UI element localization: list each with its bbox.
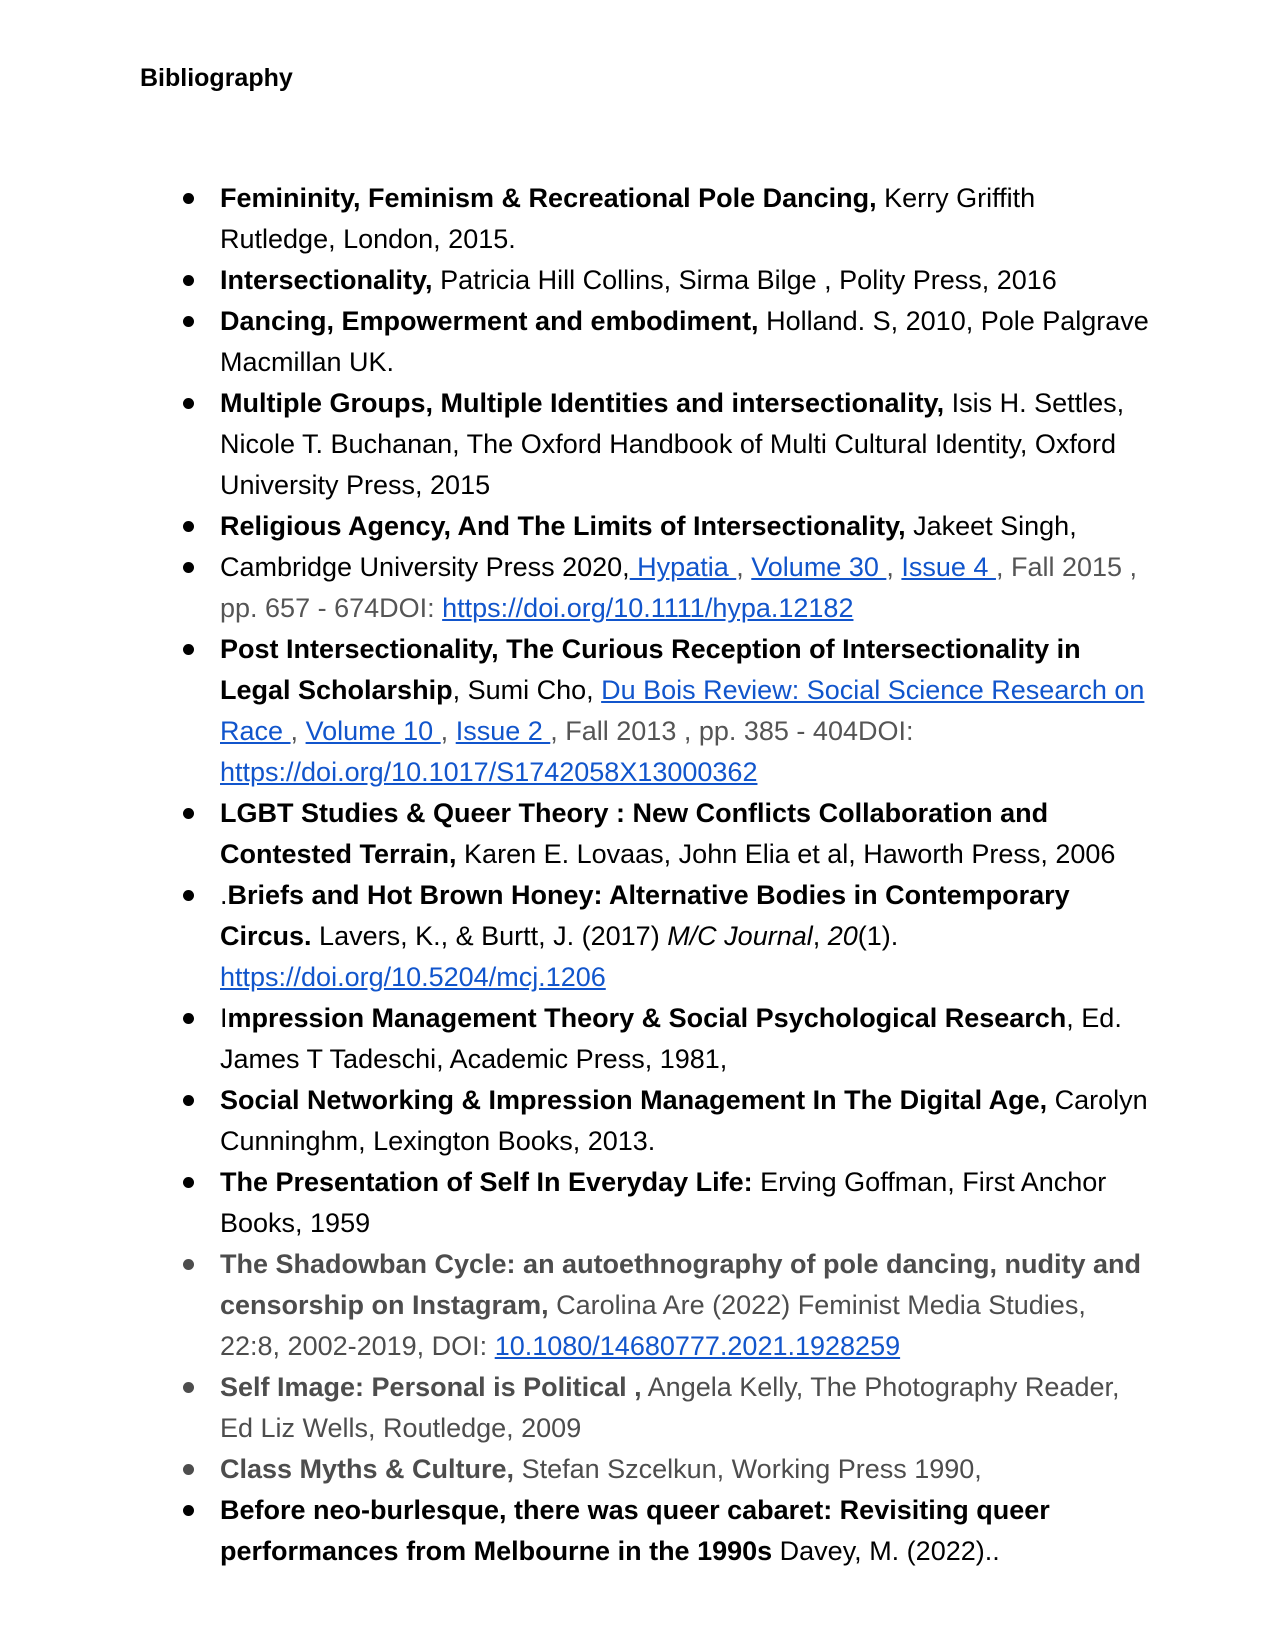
bullet-icon <box>183 193 194 204</box>
volume-number: 20 <box>827 921 858 951</box>
entry-title: Self Image: Personal is Political , <box>220 1372 642 1402</box>
entry-details: Patricia Hill Collins, Sirma Bilge , Polity Press, 2016 <box>432 265 1057 295</box>
journal-name: M/C Journal <box>667 921 813 951</box>
entry-title: Religious Agency, And The Limits of Intersectionality, <box>220 511 906 541</box>
bullet-icon <box>183 1177 194 1188</box>
entry-details: Cambridge University Press 2020, <box>220 552 630 582</box>
separator: , <box>736 552 744 582</box>
entry-title: Post Intersectionality, The Curious Reception of Intersectionality in Legal Scholarship <box>220 634 1081 705</box>
entry-title: LGBT Studies & Queer Theory : New Conflicts Collaboration and Contested Terrain, <box>220 798 1049 869</box>
issue-link[interactable]: Issue 4 <box>901 552 996 582</box>
page-title: Bibliography <box>140 64 293 92</box>
bib-entry <box>220 1490 1150 1572</box>
entry-title: Intersectionality, <box>220 265 433 295</box>
bibliography-list <box>220 178 1150 1572</box>
entry-details: , Ed. James T Tadeschi, Academic Press, 1981, <box>220 1003 1122 1074</box>
entry-title: Class Myths & Culture, <box>220 1454 515 1484</box>
separator: , <box>812 921 828 951</box>
entry-title: Social Networking & Impression Management In The Digital Age, <box>220 1085 1048 1115</box>
issue-link[interactable]: Issue 2 <box>455 716 551 746</box>
bib-entry <box>220 793 1150 875</box>
bullet-icon <box>183 275 194 286</box>
bullet-icon <box>183 521 194 532</box>
entry-title: mpression Management Theory & Social Psychological Research <box>227 1003 1067 1033</box>
entry-details: Karen E. Lovaas, John Elia et al, Haworth Press, 2006 <box>456 839 1116 869</box>
bullet-icon <box>183 808 194 819</box>
bullet-icon <box>183 644 194 655</box>
separator: , <box>886 552 894 582</box>
issue-number: (1). <box>857 921 899 951</box>
entry-title: Before neo-burlesque, there was queer cabaret: Revisiting queer performances from Melbourne in the 1990s <box>220 1495 1050 1566</box>
bib-entry <box>220 383 1150 506</box>
bullet-icon <box>183 316 194 327</box>
bullet-icon <box>183 398 194 409</box>
separator: , <box>440 716 449 746</box>
separator: , <box>290 716 299 746</box>
entry-prefix: I <box>220 1003 228 1033</box>
bullet-icon <box>183 1464 194 1475</box>
bib-entry <box>220 1080 1150 1162</box>
bib-entry <box>220 1244 1150 1367</box>
doi-link[interactable]: https://doi.org/10.1017/S1742058X13000362 <box>220 757 758 787</box>
entry-title: The Presentation of Self In Everyday Life: <box>220 1167 753 1197</box>
bullet-icon <box>183 1382 194 1393</box>
bib-entry <box>220 875 1150 998</box>
entry-title: Dancing, Empowerment and embodiment, <box>220 306 759 336</box>
bib-entry <box>220 260 1150 301</box>
bib-entry <box>220 506 1150 547</box>
entry-details: Erving Goffman, First Anchor Books, 1959 <box>220 1167 1107 1238</box>
bib-entry <box>220 301 1150 383</box>
bullet-icon <box>183 1505 194 1516</box>
bullet-icon <box>183 1095 194 1106</box>
entry-details: Isis H. Settles, Nicole T. Buchanan, The Oxford Handbook of Multi Cultural Identity, Oxford University Press, 2015 <box>220 388 1125 500</box>
entry-details: Holland. S, 2010, Pole Palgrave Macmillan UK. <box>220 306 1149 377</box>
volume-link[interactable]: Volume 30 <box>751 552 887 582</box>
journal-link[interactable]: Hypatia <box>629 552 737 582</box>
bib-entry <box>220 629 1150 793</box>
doi-link[interactable]: https://doi.org/10.1111/hypa.12182 <box>442 593 854 623</box>
bib-entry <box>220 1449 1150 1490</box>
bullet-icon <box>183 890 194 901</box>
bullet-icon <box>183 1013 194 1024</box>
bib-entry <box>220 1367 1150 1449</box>
entry-details: Carolina Are (2022) Feminist Media Studies, 22:8, 2002-2019, DOI: <box>220 1290 1086 1361</box>
bib-entry <box>220 547 1150 629</box>
entry-details: Kerry Griffith Rutledge, London, 2015. <box>220 183 1036 254</box>
entry-details: Jakeet Singh, <box>905 511 1077 541</box>
entry-details: Lavers, K., & Burtt, J. (2017) <box>311 921 668 951</box>
journal-link[interactable]: Du Bois Review: Social Science Research on Race <box>220 675 1145 746</box>
entry-details: , Fall 2015 , pp. 657 - 674DOI: <box>220 552 1138 623</box>
bullet-icon <box>183 562 194 573</box>
entry-details: Davey, M. (2022).. <box>772 1536 1000 1566</box>
doi-link[interactable]: 10.1080/14680777.2021.1928259 <box>494 1331 901 1361</box>
doi-link[interactable]: https://doi.org/10.5204/mcj.1206 <box>220 962 606 992</box>
entry-title: Femininity, Feminism & Recreational Pole Dancing, <box>220 183 877 213</box>
entry-title: Multiple Groups, Multiple Identities and intersectionality, <box>220 388 945 418</box>
entry-details: , Sumi Cho, <box>452 675 602 705</box>
entry-title: The Shadowban Cycle: an autoethnography of pole dancing, nudity and censorship on Instagram, <box>220 1249 1142 1320</box>
entry-details: Stefan Szcelkun, Working Press 1990, <box>514 1454 982 1484</box>
entry-details: Angela Kelly, The Photography Reader, Ed Liz Wells, Routledge, 2009 <box>220 1372 1120 1443</box>
bib-entry <box>220 998 1150 1080</box>
bib-entry <box>220 178 1150 260</box>
volume-link[interactable]: Volume 10 <box>305 716 441 746</box>
entry-title: Briefs and Hot Brown Honey: Alternative Bodies in Contemporary Circus. <box>220 880 1070 951</box>
entry-details: , Fall 2013 , pp. 385 - 404DOI: <box>550 716 914 746</box>
entry-prefix: . <box>220 880 228 910</box>
bullet-icon <box>183 1259 194 1270</box>
entry-details: Carolyn Cunninghm, Lexington Books, 2013. <box>220 1085 1148 1156</box>
bib-entry <box>220 1162 1150 1244</box>
